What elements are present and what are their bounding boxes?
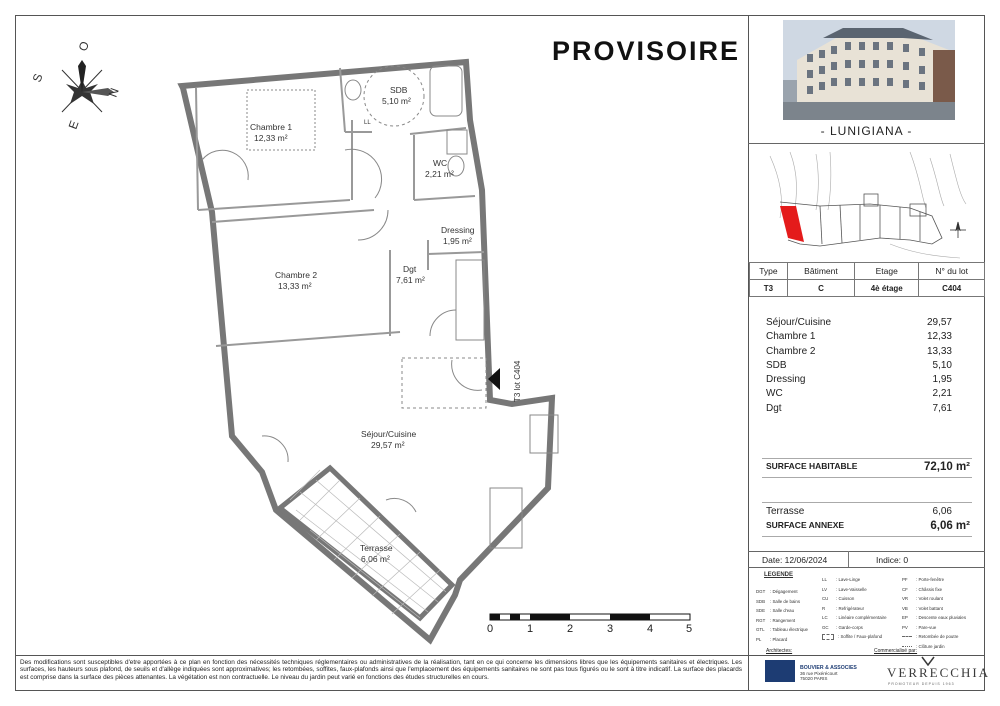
lot-header-etage: Etage: [855, 263, 919, 280]
compass-south-label: S: [29, 71, 46, 85]
divider: [748, 143, 985, 144]
lot-value-type: T3: [750, 280, 788, 297]
room-area-chambre-2: 13,33 m²: [278, 281, 312, 291]
lot-value-batiment: C: [787, 280, 854, 297]
architect-label: Architectes:: [766, 648, 793, 654]
compass-rose-icon: [62, 60, 114, 112]
legend-item: : Soffite / Faux-plafond: [822, 632, 887, 642]
legend-item: RGT : Rangement: [756, 617, 796, 623]
area-row: [766, 373, 952, 387]
room-name-terrasse: Terrasse: [360, 543, 393, 553]
legend-item: GC : Garde-corps: [822, 624, 863, 630]
compass-label-e: E: [65, 118, 82, 132]
area-label: WC: [766, 388, 783, 400]
room-name-chambre-1: Chambre 1: [250, 122, 293, 132]
legend-item: PF : Porte-fenêtre: [902, 577, 945, 582]
lot-value-etage: 4è étage: [855, 280, 919, 297]
architect-name: BOUVIER & ASSOCIES: [800, 665, 857, 671]
terrasse-row: [766, 506, 952, 517]
scale-tick: 1: [527, 623, 534, 635]
legend-item: GTL : Tableau électrique: [756, 627, 808, 632]
brand-tagline: PROMOTEUR DEPUIS 1963: [888, 682, 955, 686]
legend-item: SDE : Salle d'eau: [756, 608, 795, 613]
divider: [748, 655, 749, 691]
lot-header-batiment: Bâtiment: [787, 263, 854, 280]
divider: [762, 536, 972, 537]
room-areas-list: [766, 316, 952, 416]
room-name-chambre-2: Chambre 2: [275, 270, 318, 280]
lot-header-numero: N° du lot: [919, 263, 985, 280]
surface-habitable-label: SURFACE HABITABLE: [766, 461, 858, 471]
legend-item: LV : Lave-Vaisselle: [822, 586, 867, 592]
lot-annotation: T3 lot C404: [513, 360, 522, 402]
terrasse-label: Terrasse: [766, 506, 805, 517]
area-label: Dressing: [766, 374, 806, 386]
divider: [748, 567, 985, 568]
room-area-chambre-1: 12,33 m²: [254, 133, 288, 143]
room-name-dressing: Dressing: [441, 225, 475, 235]
legend-item: CF : Châssis fixe: [902, 586, 943, 592]
area-value: 29,57: [926, 317, 952, 328]
surface-habitable-row: [766, 461, 970, 473]
room-name-dgt: Dgt: [403, 264, 417, 274]
legend-item: VR : Volet roulant: [902, 596, 943, 601]
project-name: - LUNIGIANA -: [820, 124, 913, 138]
area-value: 13,33: [926, 345, 952, 357]
area-label: Dgt: [766, 402, 782, 414]
legend-item: PL : Placard: [756, 636, 788, 642]
interior-walls: [196, 68, 484, 346]
scale-bar: [480, 612, 710, 640]
architect-logo-icon: [765, 660, 795, 682]
divider: [762, 458, 972, 459]
area-row: [766, 316, 952, 330]
legal-disclaimer: Des modifications sont susceptibles d'etre apportées à ce plan en fonction des nécessités techniques réglementaires ou administratives de la réalisation, tant en ce qui concerne les dimensions libres que les équipements sanitaires et électriques. Les surfaces, les hauteurs sous plafond, de seuils et d'allège indiquées sont approximatives; les retombées, soffites, faux-plafonds ainsi que l'emplacement des équipements sanitaires ne sont pas tous figurés ou le sont à titre indicatif. La surface des placards est comprise dans la surface des pièces attenantes. La végétation est non contractuelle. Le niveau du jardin peut varié en fonctions des études structurelles en cours.: [20, 659, 742, 681]
room-area-dressing: 1,95 m²: [443, 236, 472, 246]
area-row: [766, 345, 952, 359]
scale-tick: 0: [487, 623, 494, 635]
legend-item: DGT : Dégagement: [756, 589, 798, 594]
legend-item: PV : Pare-vue: [902, 624, 937, 630]
scale-tick: 2: [567, 623, 574, 635]
area-label: SDB: [766, 359, 787, 371]
area-row: [766, 387, 952, 401]
compass-label-n: N: [105, 86, 122, 100]
lot-highlight: [780, 206, 804, 242]
legend-item: R : Refrigérateur: [822, 605, 865, 611]
area-row: [766, 359, 952, 373]
legend-item: : Clôture jardin: [902, 642, 966, 652]
brand-logo: VERRECCHIA: [887, 665, 991, 680]
scale-tick: 4: [647, 623, 654, 635]
area-label: Chambre 2: [766, 345, 816, 357]
legend-item: VB : Volet battant: [902, 605, 943, 611]
divider: [762, 502, 972, 503]
architect-address: 36 rue Pixérécourt 75020 PARIS: [800, 671, 838, 681]
legend-item: LL : Lave-Linge: [822, 577, 861, 582]
area-row: [766, 402, 952, 416]
wc-fixture-code: LL: [364, 120, 371, 126]
area-value: 5,10: [932, 359, 952, 371]
document-indice: Indice: 0: [876, 555, 909, 565]
scale-tick: 5: [686, 623, 693, 635]
area-row: [766, 330, 952, 344]
legend: [750, 570, 985, 649]
area-value: 2,21: [932, 388, 952, 400]
room-area-sdb: 5,10 m²: [382, 96, 411, 106]
surface-annexe-value: 6,06 m²: [930, 520, 970, 532]
area-value: 12,33: [926, 331, 952, 343]
area-label: Chambre 1: [766, 331, 816, 343]
room-area-sejour: 29,57 m²: [371, 440, 405, 450]
legend-item: CU : Cuisson: [822, 596, 855, 601]
building-photo: [783, 20, 955, 120]
room-area-wc: 2,21 m²: [425, 169, 454, 179]
lot-header-type: Type: [750, 263, 788, 280]
area-value: 7,61: [932, 402, 952, 414]
document-date: Date: 12/06/2024: [762, 555, 828, 565]
surface-annexe-label: SURFACE ANNEXE: [766, 520, 845, 530]
lot-value-numero: C404: [919, 280, 985, 297]
compass-north-label: O: [75, 39, 93, 54]
surface-habitable-value: 72,10 m²: [923, 461, 970, 473]
terrasse-value: 6,06: [932, 506, 952, 517]
divider: [15, 655, 985, 656]
room-area-dgt: 7,61 m²: [396, 275, 425, 285]
legend-column: [822, 575, 887, 642]
legend-column: [756, 587, 808, 644]
divider: [748, 551, 985, 552]
divider: [762, 477, 972, 478]
scale-tick: 3: [607, 623, 614, 635]
room-area-terrasse: 6,06 m²: [361, 554, 390, 564]
legend-title: LEGENDE: [764, 572, 794, 578]
surface-annexe-row: [766, 520, 970, 532]
legend-item: LC : Linéaire complémentaire: [822, 615, 887, 620]
legend-item: : Retombée de poutre: [902, 632, 966, 642]
document-status-title: PROVISOIRE: [552, 36, 741, 66]
legend-item: EP : Descente eaux pluviales: [902, 615, 967, 620]
area-label: Séjour/Cuisine: [766, 317, 832, 328]
room-name-sdb: SDB: [390, 85, 408, 95]
key-plan-map: [760, 148, 972, 260]
floor-plan: [15, 15, 748, 655]
lot-info-table: [749, 262, 985, 297]
room-name-wc: WC: [433, 158, 448, 168]
area-value: 1,95: [932, 374, 952, 386]
divider: [848, 551, 849, 567]
commercial-label: Commercialisé par:: [874, 648, 918, 654]
keyplan-compass-icon: [950, 222, 966, 238]
legend-item: SDB : Salle de bains: [756, 598, 801, 604]
legend-column: [902, 575, 966, 651]
room-name-sejour: Séjour/Cuisine: [361, 429, 417, 439]
